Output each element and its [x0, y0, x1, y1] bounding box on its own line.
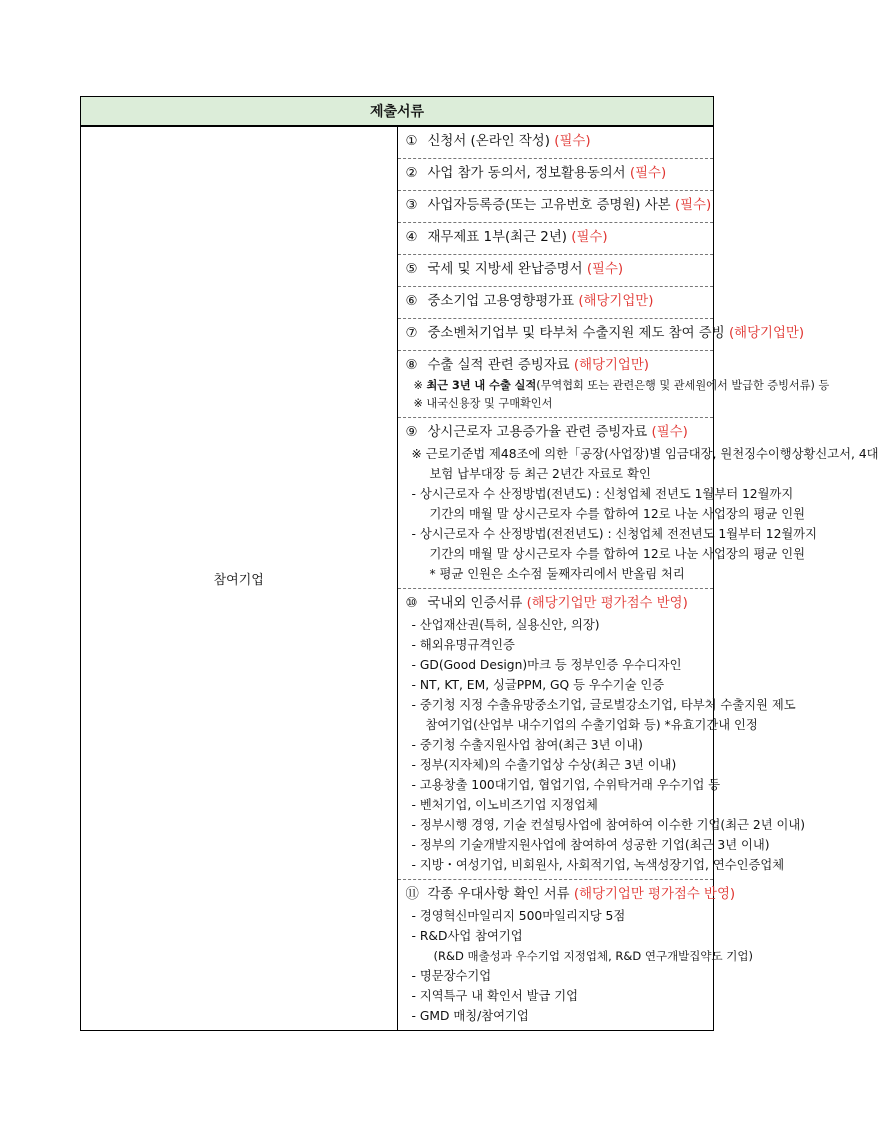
- item-tag: (필수): [586, 262, 624, 277]
- item-2: [398, 159, 714, 191]
- item-tag: (필수): [629, 166, 667, 181]
- detail-line: - 중기청 지정 수출유망중소기업, 글로벌강소기업, 타부처 수출지원 제도: [411, 698, 796, 712]
- item-1: [398, 127, 714, 159]
- item-tag: (필수): [674, 198, 712, 213]
- detail-line: - GD(Good Design)마크 등 정부인증 우수디자인: [411, 658, 682, 672]
- detail-line: - 상시근로자 수 산정방법(전전년도) : 신청업체 전전년도 1월부터 12월까지: [411, 527, 818, 541]
- submission-documents-table: [80, 96, 879, 1031]
- item-text: 중소벤처기업부 및 타부처 수출지원 제도 참여 증빙: [427, 326, 725, 341]
- item-text: 중소기업 고용영향평가표: [427, 294, 575, 309]
- detail-line: (R&D 매출성과 우수기업 지정업체, R&D 연구개발집약도 기업): [433, 949, 753, 963]
- item-text: 국내외 인증서류: [427, 596, 523, 611]
- item-text: 재무제표 1부(최근 2년): [427, 230, 567, 245]
- item-text: 국세 및 지방세 완납증명서: [427, 262, 583, 277]
- note-rest: (무역협회 또는 관련은행 및 관세원에서 발급한 증빙서류) 등: [536, 379, 830, 392]
- item-tag: (해당기업만): [573, 358, 650, 373]
- item-tag: (해당기업만): [578, 294, 654, 309]
- detail-line: - NT, KT, EM, 싱글PPM, GQ 등 우수기술 인증: [411, 678, 665, 692]
- item-9: [398, 418, 879, 589]
- item-number: ⑨: [405, 425, 418, 440]
- item-number: ⑤: [405, 262, 418, 277]
- item-6: [398, 287, 714, 319]
- detail-line: - 벤처기업, 이노비즈기업 지정업체: [411, 798, 598, 812]
- item-8-note-2: [406, 395, 708, 413]
- detail-line: - 정부시행 경영, 기술 컨설팅사업에 참여하여 이수한 기업(최근 2년 이내): [411, 818, 806, 832]
- item-number: ①: [405, 134, 418, 149]
- item-number: ⑥: [405, 294, 418, 309]
- item-number: ⑦: [405, 326, 418, 341]
- detail-line: - 지역특구 내 확인서 발급 기업: [411, 989, 579, 1003]
- item-tag: (필수): [571, 230, 608, 245]
- item-tag: (해당기업만): [728, 326, 805, 341]
- detail-line: - 경영혁신마일리지 500마일리지당 5점: [411, 909, 626, 923]
- item-text: 수출 실적 관련 증빙자료: [427, 358, 570, 373]
- item-number: ②: [405, 166, 418, 181]
- item-text: 신청서 (온라인 작성): [427, 134, 550, 149]
- item-10: [398, 589, 806, 880]
- category-label: 참여기업: [213, 573, 264, 588]
- item-number: ③: [405, 198, 418, 213]
- item-number: ⑧: [405, 358, 418, 373]
- detail-line: - GMD 매칭/참여기업: [411, 1009, 529, 1023]
- item-tag: (필수): [554, 134, 591, 149]
- item-tag: (해당기업만 평가점수 반영): [573, 887, 736, 902]
- item-number: ⑪: [405, 887, 419, 902]
- item-8: [398, 351, 830, 418]
- detail-line: 참여기업(산업부 내수기업의 수출기업화 등) *유효기간내 인정: [425, 718, 758, 732]
- item-number: ④: [405, 230, 418, 245]
- note-bold: 최근 3년 내 수출 실적: [426, 379, 537, 392]
- item-11: [398, 880, 753, 1030]
- detail-line: - 정부(지자체)의 수출기업상 수상(최근 3년 이내): [411, 758, 677, 772]
- category-cell: [81, 126, 398, 1031]
- item-tag: (해당기업만 평가점수 반영): [526, 596, 688, 611]
- detail-line: 기간의 매월 말 상시근로자 수를 합하여 12로 나눈 사업장의 평균 인원: [429, 547, 805, 561]
- table-header-label: 제출서류: [369, 104, 425, 120]
- documents-cell: [397, 126, 879, 1031]
- item-4: [398, 223, 714, 255]
- item-text: 사업 참가 동의서, 정보활용동의서: [427, 166, 626, 181]
- item-number: ⑩: [405, 596, 418, 611]
- note-text: ※ 내국신용장 및 구매확인서: [413, 397, 553, 410]
- detail-line: - 명문장수기업: [411, 969, 492, 983]
- item-text: 상시근로자 고용증가율 관련 증빙자료: [427, 425, 648, 440]
- item-7: [398, 319, 805, 351]
- item-tag: (필수): [651, 425, 688, 440]
- detail-line: - 지방・여성기업, 비회원사, 사회적기업, 녹색성장기업, 연수인증업체: [411, 858, 785, 872]
- detail-line: ※ 근로기준법 제48조에 의한「공장(사업장)별 임금대장, 원천징수이행상황신고서, 4대: [411, 447, 879, 461]
- detail-line: 기간의 매월 말 상시근로자 수를 합하여 12로 나눈 사업장의 평균 인원: [429, 507, 805, 521]
- table-header: [81, 97, 714, 127]
- detail-line: - 산업재산권(특허, 실용신안, 의장): [411, 618, 600, 632]
- item-8-note-1: ※ 최근 3년 내 수출 실적(무역협회 또는 관련은행 및 관세원에서 발급한 증빙서류) 등: [413, 379, 830, 392]
- detail-line: - R&D사업 참여기업: [411, 929, 523, 943]
- detail-line: 보험 납부대장 등 최근 2년간 자료로 확인: [429, 467, 651, 481]
- detail-line: - 해외유명규격인증: [411, 638, 515, 652]
- item-text: 각종 우대사항 확인 서류: [427, 887, 570, 902]
- item-text: 사업자등록증(또는 고유번호 증명원) 사본: [427, 198, 671, 213]
- detail-line: - 중기청 수출지원사업 참여(최근 3년 이내): [411, 738, 643, 752]
- detail-line: * 평균 인원은 소수점 둘째자리에서 반올림 처리: [429, 567, 685, 581]
- detail-line: - 고용창출 100대기업, 협업기업, 수위탁거래 우수기업 등: [411, 778, 721, 792]
- detail-line: - 상시근로자 수 산정방법(전년도) : 신청업체 전년도 1월부터 12월까지: [411, 487, 794, 501]
- detail-line: - 정부의 기술개발지원사업에 참여하여 성공한 기업(최근 3년 이내): [411, 838, 770, 852]
- item-3: [398, 191, 714, 223]
- item-5: [398, 255, 714, 287]
